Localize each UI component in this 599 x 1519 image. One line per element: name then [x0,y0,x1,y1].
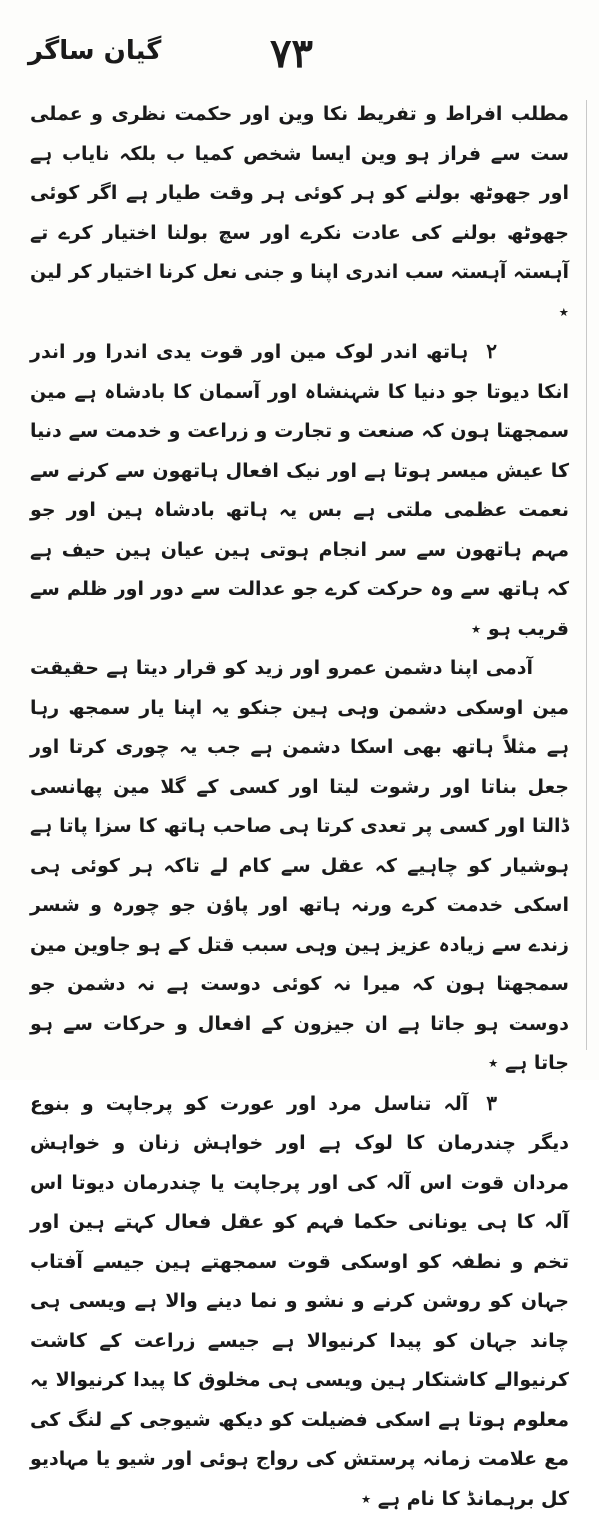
page-number: ۷۳ [270,30,313,77]
paragraph-3 [30,649,569,1084]
paragraph-4-number: ۳ [486,1084,533,1124]
paragraph-4-text: آلہ تناسل مرد اور عورت کو پرجاپت و بنوع دیگر چندرمان کا لوک ہے اور خواہش زنان و خواہش مردان قوت اس آلہ کی اور پرجاپت یا چندرمان دیوتا اس آلہ کا ہی یونانی حکما فہم کو عقل فعال کہتے ہین اور تخم و نطفہ کو اوسکی قوت سمجھتے ہین جیسے آفتاب جہان کو روشن کرنے و نشو و نما دینے والا ہے ویسی ہی چاند جہان کو پیدا کرنیوالا ہے جیسے زراعت کے کاشت کرنیوالے کاشتکار ہین ویسی ہی مخلوق کا پیدا کرنیوالا یہ معلوم ہوتا ہے اسکی فضیلت کو دیکھ شیوجی کے لنگ کی مع علامت زمانہ پرستش کی رواج ہوئی اور شیو یا مہادیو کل برہمانڈ کا نام ہے ٭ [30,1093,569,1510]
paragraph-4 [30,1084,569,1519]
page-header [0,30,599,80]
paragraph-1-text: مطلب افراط و تفریط نکا وین اور حکمت نظری و عملی ست سے فراز ہو وین ایسا شخص کمیا ب بلکہ نایاب ہے اور جھوٹھ بولنے کو ہر کوئی ہر وقت طیار ہے اگر کوئی جھوٹھ بولنے کی عادت نکرے اور سچ بولنا اختیار کرے تے آہستہ آہستہ سب اندری اپنا و جنی نعل کرنا اختیار کر لین ٭ [30,103,569,323]
paragraph-1 [30,95,569,332]
page-body [30,95,569,1050]
paragraph-3-text: آدمی اپنا دشمن عمرو اور زید کو قرار دیتا ہے حقیقت مین اوسکی دشمن وہی ہین جنکو یہ اپنا یار سمجھ رہا ہے مثلاً ہاتھ بھی اسکا دشمن ہے جب یہ چوری کرتا اور جعل بناتا اور رشوت لیتا اور کسی کے گلا مین پھانسی ڈالتا اور کسی پر تعدی کرتا ہی صاحب ہاتھ کا سزا پاتا ہے ہوشیار کو چاہیے کہ عقل سے کام لے تاکہ ہر کوئی ہی اسکی خدمت کرے ورنہ ہاتھ اور پاؤن جو چورہ و شسر زندے سے زیادہ عزیز ہین وہی سبب قتل کے ہو جاوین مین سمجھتا ہون کہ میرا نہ کوئی دوست ہے نہ دشمن جو دوست ہو جاتا ہے ان جیزون کے افعال و حرکات سے ہو جاتا ہے ٭ [30,657,569,1074]
paragraph-2-text: ہاتھ اندر لوک مین اور قوت یدی اندرا ور اندر انکا دیوتا جو دنیا کا شہنشاہ اور آسمان کا بادشاہ ہے مین سمجھتا ہون کہ صنعت و تجارت و زراعت و خدمت سے دنیا کا عیش میسر ہوتا ہے اور نیک افعال ہاتھون سے کرنے سے نعمت عظمی ملتی ہے بس یہ ہاتھ بادشاہ ہین اور جو مہم ہاتھون سے سر انجام ہوتی ہین عیان ہین حیف ہے کہ ہاتھ سے وہ حرکت کرے جو عدالت سے دور اور ظلم سے قریب ہو ٭ [30,341,569,640]
paragraph-2-number: ۲ [486,332,533,372]
book-title: گیان ساگر [28,36,161,66]
paragraph-2 [30,332,569,649]
page-edge-line [586,100,587,1050]
